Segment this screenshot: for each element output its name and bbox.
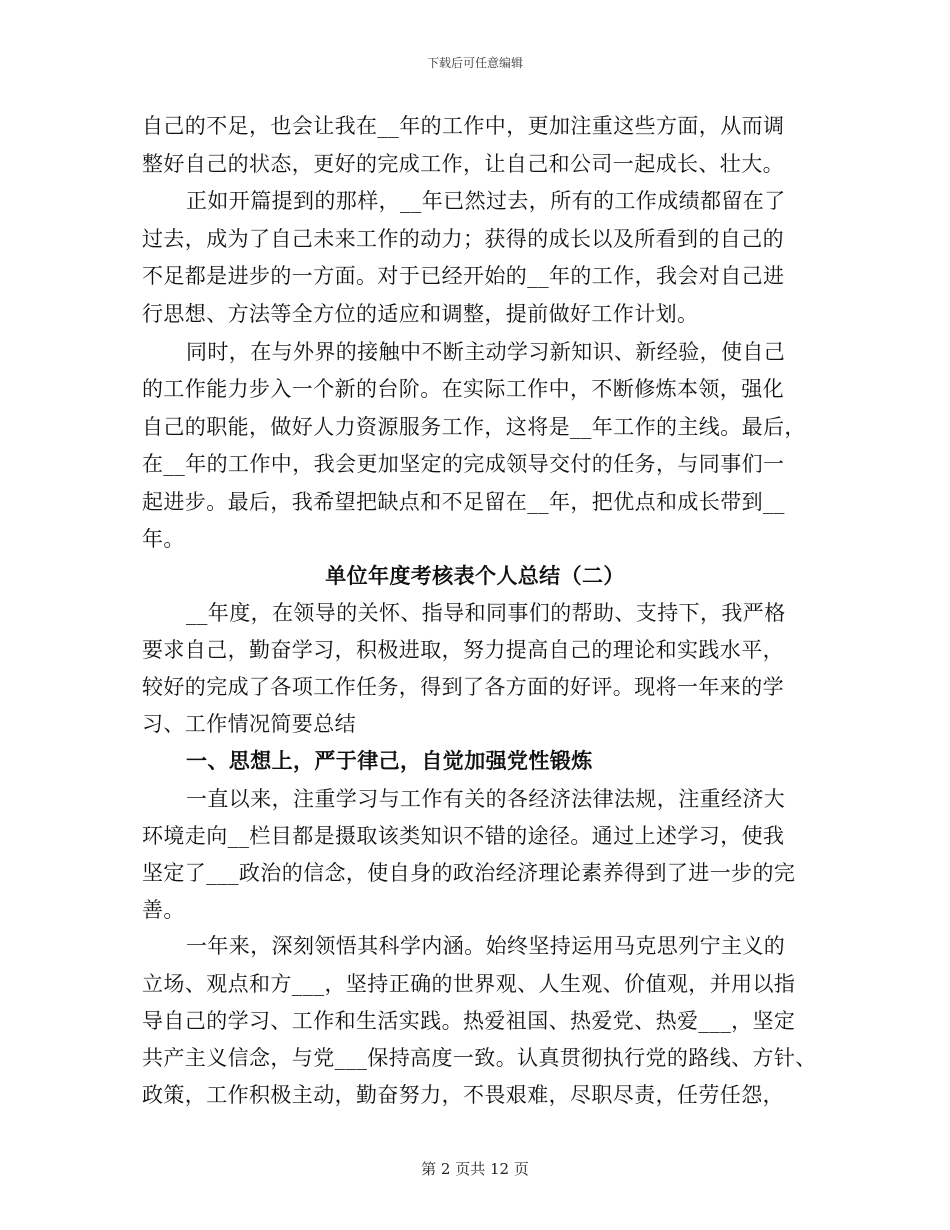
body-text-line: 一年来，深刻领悟其科学内涵。始终坚持运用马克思列宁主义的: [186, 934, 786, 958]
body-text-line: 导自己的学习、工作和生活实践。热爱祖国、热爱党、热爱___，坚定: [142, 1009, 796, 1033]
body-text-line: 行思想、方法等全方位的适应和调整，提前做好工作计划。: [142, 302, 699, 326]
body-text-line: 环境走向__栏目都是摄取该类知识不错的途径。通过上述学习，使我: [142, 824, 785, 848]
body-text-line: 起进步。最后，我希望把缺点和不足留在__年，把优点和成长带到__: [142, 490, 785, 514]
section-title: 单位年度考核表个人总结（二）: [325, 563, 625, 588]
body-text-line: 坚定了___政治的信念，使自身的政治经济理论素养得到了进一步的完: [142, 861, 796, 885]
page-header: 下载后可任意编辑: [426, 56, 523, 70]
body-text-line: 同时，在与外界的接触中不断主动学习新知识、新经验，使自己: [186, 340, 786, 364]
body-text-line: 一直以来，注重学习与工作有关的各经济法律法规，注重经济大: [186, 787, 786, 811]
body-text-line: 自己的职能，做好人力资源服务工作，这将是__年工作的主线。最后，: [142, 415, 806, 439]
body-text-line: 要求自己，勤奋学习，积极进取，努力提高自己的理论和实践水平，: [142, 638, 784, 662]
body-text-line: 共产主义信念，与党___保持高度一致。认真贯彻执行党的路线、方针、: [142, 1046, 817, 1070]
body-text-line: 不足都是进步的一方面。对于已经开始的__年的工作，我会对自己进: [142, 264, 785, 288]
body-text-line: 善。: [142, 898, 185, 922]
body-text-line: 政策，工作积极主动，勤奋努力，不畏艰难，尽职尽责，任劳任怨，: [142, 1083, 784, 1107]
body-text-line: 立场、观点和方___，坚持正确的世界观、人生观、价值观，并用以指: [142, 972, 796, 996]
body-text-line: 的工作能力步入一个新的台阶。在实际工作中，不断修炼本领，强化: [142, 377, 784, 401]
page-footer: 第 2 页共 12 页: [421, 1160, 529, 1178]
body-text-line: 年。: [142, 527, 185, 551]
subsection-heading: 一、思想上，严于律己，自觉加强党性锻炼: [186, 748, 593, 773]
body-text-line: 在__年的工作中，我会更加坚定的完成领导交付的任务，与同事们一: [142, 452, 785, 476]
body-text-line: 过去，成为了自己未来工作的动力；获得的成长以及所看到的自己的: [142, 227, 784, 251]
body-text-line: 较好的完成了各项工作任务，得到了各方面的好评。现将一年来的学: [142, 675, 784, 699]
body-text-line: 整好自己的状态，更好的完成工作，让自己和公司一起成长、壮大。: [142, 152, 784, 176]
body-text-line: 习、工作情况简要总结: [142, 712, 356, 736]
body-text-line: 自己的不足，也会让我在__年的工作中，更加注重这些方面，从而调: [142, 114, 785, 138]
body-text-line: 正如开篇提到的那样，__年已然过去，所有的工作成绩都留在了: [186, 189, 786, 213]
body-text-line: __年度，在领导的关怀、指导和同事们的帮助、支持下，我严格: [186, 601, 786, 625]
